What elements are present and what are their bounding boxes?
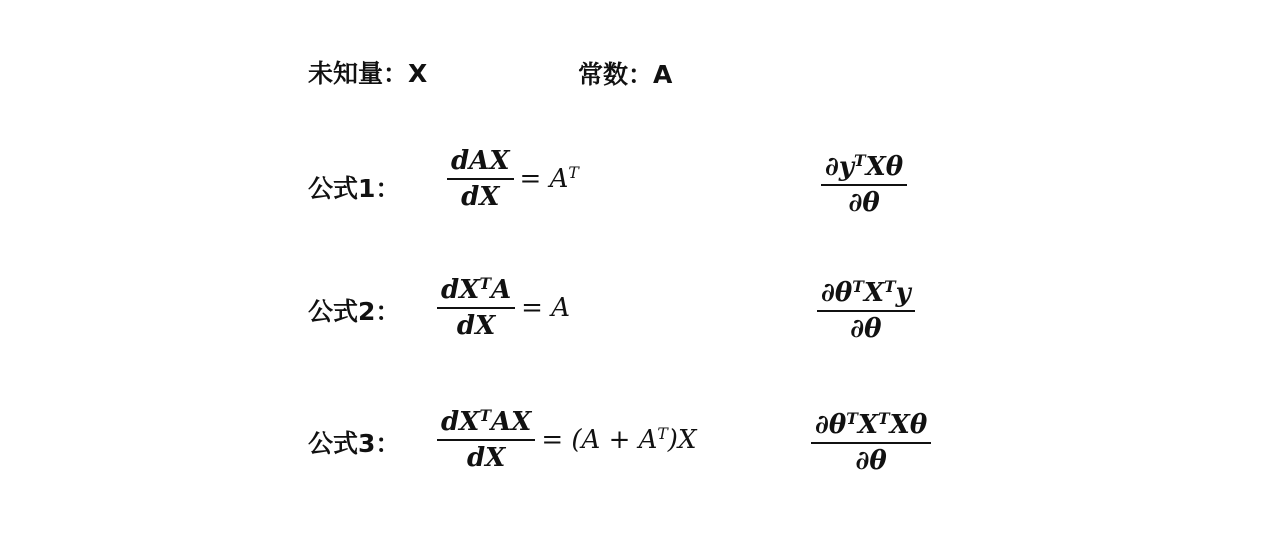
- derivative-1-fraction: [821, 151, 907, 218]
- derivative-2-fraction: [817, 277, 915, 344]
- derivative-1-denominator: ∂θ: [848, 188, 880, 218]
- formula-2-numerator: $dX^TA$: [441, 274, 512, 305]
- formula-1-numerator: dAX: [451, 146, 510, 176]
- formula-1-equation: [447, 148, 579, 210]
- formula-1-fraction: [447, 148, 514, 210]
- derivative-2-denominator: ∂θ: [850, 314, 882, 344]
- derivative-3-numerator: $\partial\theta^TX^TX\theta$: [815, 409, 928, 440]
- formula-1-denominator: dX: [461, 182, 500, 212]
- derivative-2-expression: [817, 277, 915, 344]
- unknown-label: 未知量：X: [308, 59, 428, 88]
- derivative-1-numerator: $\partial y^TX\theta$: [825, 151, 904, 182]
- formula-3-rhs: = $(A + A^T)X$: [541, 425, 697, 455]
- formula-1-label: 公式1：: [308, 174, 401, 203]
- formula-2-rhs: = A: [521, 293, 570, 323]
- formula-3-numerator: $dX^TAX$: [441, 406, 532, 437]
- formula-3-label: 公式3：: [308, 429, 401, 458]
- derivative-3-fraction: [811, 409, 931, 476]
- derivative-3-denominator: ∂θ: [855, 446, 887, 476]
- formula-3-denominator: dX: [466, 443, 506, 473]
- formula-2-label: 公式2：: [308, 297, 401, 326]
- derivative-3-expression: [811, 409, 931, 476]
- constant-label: 常数：A: [578, 60, 673, 89]
- formula-2-denominator: dX: [456, 311, 496, 341]
- formula-3-fraction: [437, 406, 535, 473]
- formula-3-equation: [437, 406, 697, 473]
- derivative-2-numerator: $\partial\theta^TX^Ty$: [821, 277, 911, 308]
- derivative-1-expression: [821, 151, 907, 218]
- formula-1-rhs: = $A^T$: [519, 164, 579, 194]
- formula-2-fraction: [437, 274, 515, 341]
- formula-2-equation: [437, 274, 570, 341]
